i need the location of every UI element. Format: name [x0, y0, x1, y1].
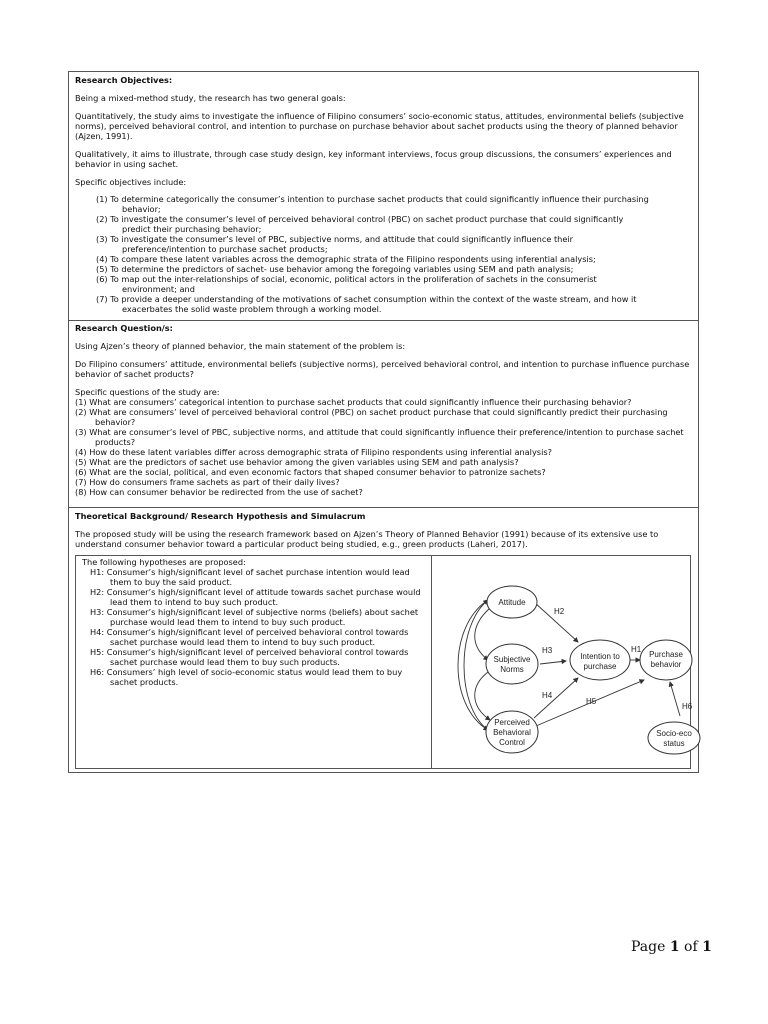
objective-item: (5) To determine the predictors of sachet- use behavior among the foregoing variables using SEM and path analysis;: [96, 264, 574, 274]
attitude-label: Attitude: [498, 598, 526, 607]
hypothesis-table: [75, 555, 691, 769]
tpb-diagram-cell: [432, 556, 693, 768]
objectives-specific-intro: Specific objectives include:: [75, 177, 187, 187]
intention-label-2: purchase: [583, 662, 617, 671]
arrow-h4: [534, 678, 578, 718]
hypotheses-cell: [76, 556, 432, 768]
questions-main: Do Filipino consumers’ attitude, environmental beliefs (subjective norms), perceived behavioral control, and intention to purchase influence purchase behavior of sachet products?: [75, 359, 690, 379]
subjective-label-1: Subjective: [493, 655, 531, 664]
purchase-label-2: behavior: [650, 660, 682, 669]
question-item: (2) What are consumers’ level of perceived behavioral control (PBC) on sachet product purchase that could significantly predict their purchasing behavior?: [75, 407, 668, 427]
hypothesis-item: H6: Consumers’ high level of socio-economic status would lead them to buy sachet products.: [90, 667, 403, 687]
question-item: (8) How can consumer behavior be redirected from the use of sachet?: [75, 487, 363, 497]
objective-item: (1) To determine categorically the consumer’s intention to purchase sachet products that could significantly influence their purchasing behavior;: [96, 194, 649, 214]
pbc-label-1: Perceived: [494, 718, 530, 727]
objective-item: (7) To provide a deeper understanding of the motivations of sachet consumption within the context of the waste stream, and how it exacerbates the solid waste problem through a working model.: [96, 294, 637, 314]
tpb-diagram: [432, 556, 693, 768]
curve-arrow-attitude-norms: [475, 608, 490, 660]
arrow-h6: [670, 682, 680, 716]
h3-label: H3: [542, 646, 553, 655]
hypothesis-item: H2: Consumer’s high/significant level of attitude towards sachet purchase would lead them to intend to buy such product.: [90, 587, 421, 607]
socio-label-1: Socio-eco: [656, 729, 692, 738]
h6-label: H6: [682, 702, 693, 711]
questions-list: [75, 397, 692, 497]
h2-label: H2: [554, 607, 565, 616]
questions-heading: Research Question/s:: [75, 323, 173, 333]
question-item: (7) How do consumers frame sachets as part of their daily lives?: [75, 477, 340, 487]
intention-label-1: Intention to: [580, 652, 620, 661]
h5-label: H5: [586, 697, 597, 706]
objective-item: (6) To map out the inter-relationships of social, economic, political actors in the proliferation of sachets in the consumerist environment; and: [96, 274, 597, 294]
curve-arrow-norms-pbc: [475, 672, 490, 720]
question-item: (4) How do these latent variables differ across demographic strata of Filipino respondents using inferential analysis?: [75, 447, 552, 457]
theory-intro: The proposed study will be using the research framework based on Ajzen’s Theory of Planned Behavior (1991) because of its extensive use to understand consumer behavior toward a particular product being studied, e.g., green products (Laheri, 2017).: [75, 529, 659, 549]
h4-label: H4: [542, 691, 553, 700]
objective-item: (4) To compare these latent variables across the demographic strata of the Filipino respondents using inferential analysis;: [96, 254, 596, 264]
theory-heading: Theoretical Background/ Research Hypothesis and Simulacrum: [75, 511, 366, 521]
question-item: (5) What are the predictors of sachet use behavior among the given variables using SEM and path analysis?: [75, 457, 519, 467]
theory-section: [69, 508, 698, 772]
objective-item: (2) To investigate the consumer’s level of perceived behavioral control (PBC) on sachet product purchase that could significantly predict their purchasing behavior;: [96, 214, 624, 234]
objectives-qualitative: Qualitatively, it aims to illustrate, through case study design, key informant interviews, focus group discussions, the consumers’ experiences and behavior in using sachet.: [75, 149, 672, 169]
research-form-table: [68, 71, 699, 773]
purchase-label-1: Purchase: [649, 650, 683, 659]
question-item: (1) What are consumers’ categorical intention to purchase sachet products that could significantly influence their purchasing behavior?: [75, 397, 632, 407]
research-objectives-section: [69, 72, 698, 321]
hypotheses-list: [82, 567, 425, 687]
questions-intro: Using Ajzen’s theory of planned behavior, the main statement of the problem is:: [75, 341, 406, 351]
questions-specific-intro: Specific questions of the study are:: [75, 387, 220, 397]
objectives-intro: Being a mixed-method study, the research has two general goals:: [75, 93, 346, 103]
subjective-label-2: Norms: [500, 665, 524, 674]
pbc-label-3: Control: [499, 738, 525, 747]
hypothesis-item: H4: Consumer’s high/significant level of perceived behavioral control towards sachet purchase would lead them to intend to buy such product.: [90, 627, 409, 647]
arrow-h3: [540, 661, 566, 664]
subjective-norms-node: [486, 644, 538, 684]
pbc-label-2: Behavioral: [493, 728, 531, 737]
hypothesis-item: H5: Consumer’s high/significant level of perceived behavioral control towards sachet purchase would lead them to buy such products.: [90, 647, 409, 667]
question-item: (6) What are the social, political, and even economic factors that shaped consumer behavior to patronize sachets?: [75, 467, 546, 477]
hypotheses-intro: The following hypotheses are proposed:: [82, 557, 246, 567]
h1-label: H1: [631, 645, 642, 654]
page-number: Page 1 of 1: [631, 939, 712, 955]
hypothesis-item: H1: Consumer’s high/significant level of sachet purchase intention would lead them to buy the said product.: [90, 567, 410, 587]
socio-eco-node: [648, 722, 700, 754]
question-item: (3) What are consumer’s level of PBC, subjective norms, and attitude that could significantly influence their preference/intention to purchase sachet products?: [75, 427, 684, 447]
objective-item: (3) To investigate the consumer’s level of PBC, subjective norms, and attitude that could significantly influence their preference/intention to purchase sachet products;: [96, 234, 574, 254]
objectives-list: [75, 194, 692, 314]
research-questions-section: [69, 321, 698, 508]
objectives-quantitative: Quantitatively, the study aims to investigate the influence of Filipino consumers’ socio-economic status, attitudes, environmental beliefs (subjective norms), perceived behavioral control, and intention to purchase on purchase behavior about sachet products using the theory of planned behavior (Ajzen, 1991).: [75, 111, 684, 141]
curve-arrow-pbc-attitude: [464, 600, 488, 730]
socio-label-2: status: [663, 739, 685, 748]
objectives-heading: Research Objectives:: [75, 75, 173, 85]
hypothesis-item: H3: Consumer’s high/significant level of subjective norms (beliefs) about sachet purchase would lead them to intend to buy such product.: [90, 607, 419, 627]
